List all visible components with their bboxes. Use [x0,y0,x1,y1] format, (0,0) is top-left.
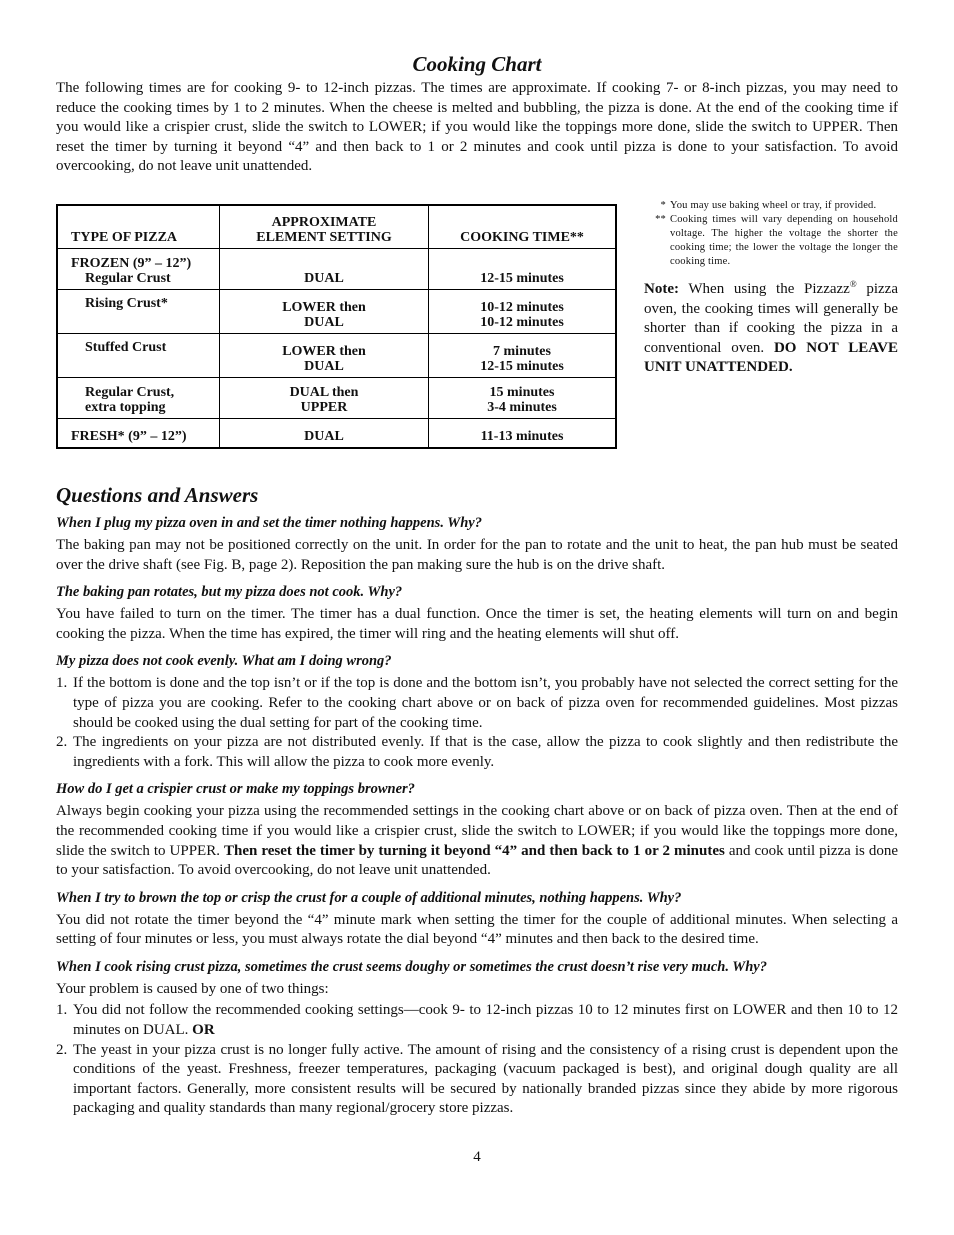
table-row [57,377,616,418]
cell-type: Rising Crust* [57,289,220,333]
list-item [56,674,898,733]
header-setting-line1: APPROXIMATE [271,214,377,230]
question: When I plug my pizza oven in and set the timer nothing happens. Why? [56,514,482,531]
answer-text: and cook until pizza is done to your satisfaction. To avoid overcooking, do not leave unit unattended. [56,842,899,879]
cell-time [429,333,617,377]
answer-list [56,1001,898,1119]
chart-sidebar [644,199,898,449]
note-warning: DO NOT LEAVE UNIT UNATTENDED. [644,339,898,376]
cell-time [429,377,617,418]
time-line2: 3-4 minutes [487,399,557,415]
setting-line2: DUAL [304,358,344,374]
registered-mark: ® [849,278,857,289]
type-label: Regular Crust [85,270,171,286]
page-number: 4 [473,1149,481,1165]
table-row [57,248,616,289]
setting-line1: LOWER then [282,299,366,315]
header-setting-line2: ELEMENT SETTING [256,229,392,245]
footnote [644,213,898,269]
group-label: FROZEN (9” – 12”) [71,255,192,271]
cooking-chart-intro: The following times are for cooking 9- to 12-inch pizzas. The times are approximate. If cooking 7- or 8-inch pizzas, you may need to reduce the cooking times by 1 to 2 minutes. When the cheese is melted and bubbling, the pizza is done. At the end of the cooking time if you would like a crispier crust, slide the switch to LOWER; if you would like the toppings more done, slide the switch to UPPER. Then reset the timer by turning it beyond “4” and then back to 1 or 2 minutes and cook until pizza is done to your satisfaction. To avoid overcooking, do not leave unit unattended. [56,80,898,175]
cell-setting: DUAL [220,248,429,289]
footnote-text: You may use baking wheel or tray, if provided. [670,199,877,211]
question: My pizza does not cook evenly. What am I doing wrong? [56,653,392,670]
list-item [56,733,898,772]
answer-list [56,674,898,772]
cell-type: Stuffed Crust [57,333,220,377]
setting-line2: DUAL [304,314,344,330]
question: The baking pan rotates, but my pizza does not cook. Why? [56,584,403,601]
cell-setting [220,377,429,418]
question: When I try to brown the top or crisp the crust for a couple of additional minutes, nothing happens. Why? [56,889,682,906]
time-line2: 10-12 minutes [480,314,564,330]
note-label: Note: [644,280,679,297]
answer [56,802,898,880]
list-item [56,1001,898,1040]
list-number: 1. [56,1002,68,1019]
table-row [57,333,616,377]
cell-time [429,289,617,333]
list-text: The ingredients on your pizza are not distributed evenly. If that is the case, allow the pizza to cook slightly and then redistribute the ingredients with a fork. This will allow the pizza to cook more evenly. [73,734,898,770]
cell-time: 12-15 minutes [429,248,617,289]
answer: You have failed to turn on the timer. The timer has a dual function. Once the timer is set, the heating elements will turn on and begin cooking the pizza. When the time has expired, the timer will ring and the heating elements will shut off. [56,606,898,642]
header-type: TYPE OF PIZZA [57,205,220,249]
table-row [57,289,616,333]
header-setting [220,205,429,249]
question: How do I get a crispier crust or make my toppings browner? [56,781,415,798]
time-line1: 10-12 minutes [480,299,564,315]
table-row [57,418,616,448]
cell-type: FRESH* (9” – 12”) [57,418,220,448]
answer-intro: Your problem is caused by one of two things: [56,980,329,997]
cell-type [57,248,220,289]
table-header-row [57,205,616,249]
chart-row [56,199,898,449]
note-text-before: When using the Pizzazz [688,280,850,297]
list-number: 2. [56,1041,68,1058]
footnote [644,199,898,213]
document-page [56,52,898,1127]
list-text: You did not follow the recommended cooking settings—cook 9- to 12-inch pizzas 10 to 12 minutes first on LOWER and then 10 to 12 minutes on DUAL. [73,1002,898,1039]
answer-text: Always begin cooking your pizza using the recommended settings in the cooking chart above or on back of pizza oven. Then at the end of the recommended cooking time if you would like a crispier crust, slide the switch to LOWER; if you would like the toppings more done, slide the switch to UPPER. [56,803,898,859]
footnote-text: Cooking times will vary depending on household voltage. The higher the voltage the shorter the cooking time; the lower the voltage the longer the cooking time. [670,213,898,267]
list-number: 2. [56,734,68,751]
type-line1: Regular Crust, [85,384,175,400]
time-line2: 12-15 minutes [480,358,564,374]
list-item [56,1041,898,1119]
time-line1: 15 minutes [489,384,555,400]
note-text-after: pizza oven, the cooking times will generally be shorter than if cooking the pizza in a conventional oven. [644,280,898,356]
cooking-time-table [56,204,617,449]
list-number: 1. [56,675,68,692]
cooking-chart-title: Cooking Chart [412,52,542,76]
setting-line1: LOWER then [282,343,366,359]
answer: You did not rotate the timer beyond the “4” minute mark when setting the timer for the couple of additional minutes. When selecting a setting of four minutes or less, you must always rotate the dial beyond “4” minutes and then back to the desired time. [56,911,898,948]
type-line2: extra topping [85,399,166,415]
setting-line2: UPPER [300,399,348,415]
oven-note [644,275,898,378]
cell-setting: DUAL [220,418,429,448]
time-line1: 7 minutes [493,343,551,359]
cell-type [57,377,220,418]
question: When I cook rising crust pizza, sometimes the crust seems doughy or sometimes the crust doesn’t rise very much. Why? [56,958,767,975]
setting-line1: DUAL then [289,384,359,400]
cell-setting [220,333,429,377]
cell-setting [220,289,429,333]
answer: The baking pan may not be positioned correctly on the unit. In order for the pan to rotate and the unit to heat, the pan hub must be seated over the drive shaft (see Fig. B, page 2). Reposition the pan making sure the hub is on the drive shaft. [56,536,898,573]
answer-emphasis: Then reset the timer by turning it beyond “4” and then back to 1 or 2 minutes [223,842,725,859]
qa-title: Questions and Answers [56,482,259,507]
list-emphasis: OR [192,1022,215,1039]
footnote-mark: * [660,199,666,211]
footnote-mark: ** [655,213,666,225]
list-text: The yeast in your pizza crust is no longer fully active. The amount of rising and the consistency of a rising crust is dependent upon the conditions of the yeast. Freshness, freezer temperatures, packaging (vacuum packaged is best), and original dough quality are all important factors. Generally, more consistent results will be secured by nationally branded pizzas since they abide by more rigorous packaging and quality standards than many regional/grocery store pizzas. [73,1041,898,1117]
cell-time: 11-13 minutes [429,418,617,448]
list-text: If the bottom is done and the top isn’t or if the top is done and the bottom isn’t, you probably have not selected the correct setting for the type of pizza you are cooking. Refer to the cooking chart above or on back of pizza oven for recommended guidelines. Most pizzas should be cooked using the dual setting for part of the cooking time. [73,675,898,731]
header-time: COOKING TIME** [429,205,617,249]
